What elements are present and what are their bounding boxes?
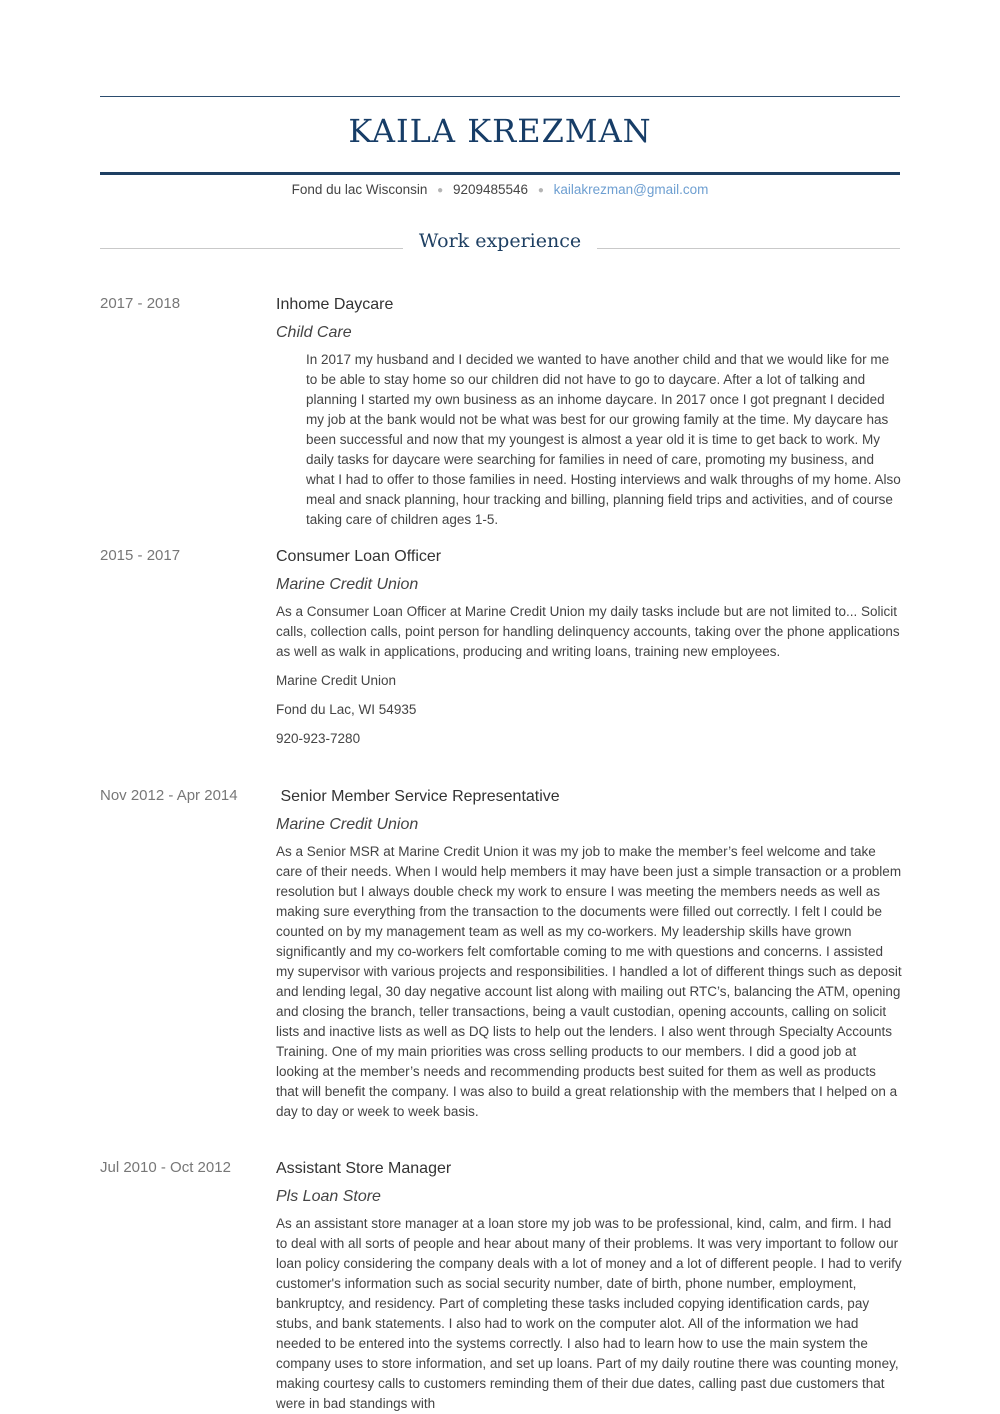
job-role: Consumer Loan Officer — [276, 548, 442, 565]
job-description — [276, 1214, 902, 1414]
section-title: Work experience — [418, 230, 582, 252]
contact-line — [100, 182, 900, 197]
job-body — [276, 1159, 902, 1414]
job-description — [276, 350, 902, 530]
job-dates: Jul 2010 - Oct 2012 — [100, 1159, 231, 1176]
employer-address: Fond du Lac, WI 54935 — [276, 702, 417, 717]
job-role: Senior Member Service Representative — [276, 788, 560, 805]
header-bottom-rule — [100, 172, 900, 175]
job-dates: Nov 2012 - Apr 2014 — [100, 787, 238, 804]
job-company: Marine Credit Union — [276, 816, 419, 833]
job-description-text: In 2017 my husband and I decided we wanted to have another child and that we would like for me to be able to stay home so our children did not have to go to daycare. After a lot of talking and planning I started my own business as an inhome daycare. In 2017 once I got pregnant I decided my job at the bank would not be what was best for our growing family at the time. My daycare has been successful and now that my youngest is almost a year old it is time to get back to work. My daily tasks for daycare were searching for families in need of care, promoting my business, and what I had to offer to those families in need. Hosting interviews and walk throughs of my home. Also meal and snack planning, hour tracking and billing, planning field trips and activities, and of course taking care of children ages 1-5. — [306, 352, 901, 527]
job-role: Assistant Store Manager — [276, 1160, 452, 1177]
section-divider-right — [597, 248, 900, 249]
job-body — [276, 295, 902, 530]
candidate-name: KAILA KREZMAN — [348, 112, 652, 150]
job-company: Pls Loan Store — [276, 1188, 381, 1205]
job-body — [276, 787, 902, 1122]
phone-text: 9209485546 — [452, 182, 529, 197]
employer-phone: 920-923-7280 — [276, 731, 361, 746]
job-description-text: As a Senior MSR at Marine Credit Union it was my job to make the member’s feel welcome and take care of their needs. When I would help members it may have been just a simple transaction or a problem resolution but I always double check my work to ensure I was meeting the members needs as well as making sure everything from the transaction to the documents were filled out correctly. I felt I could be counted on by my management team as well as my co-workers. My leadership skills have grown significantly and my co-workers felt comfortable coming to me with questions and concerns. I assisted my supervisor with various projects and responsibilities. I handled a lot of different things such as deposit and lending legal, 30 day negative account list along with mailing out RTC’s, balancing the ATM, opening and closing the branch, teller transactions, being a vault custodian, opening accounts, calling on solicit lists and inactive lists as well as DQ lists to help out the lenders. I also went through Specialty Accounts Training. One of my main priorities was cross selling products to our members. I did a good job at looking at the member’s needs and recommending products best suited for them as well as products that will benefit the company. I was also to build a great relationship with the members that I helped on a day to day or week to week basis. — [276, 844, 902, 1119]
job-role: Inhome Daycare — [276, 296, 394, 313]
job-description — [276, 842, 902, 1122]
job-description-text: As an assistant store manager at a loan store my job was to be professional, kind, calm, and firm. I had to deal with all sorts of people and hear about many of their problems. It was very important to follow our loan policy considering the company deals with a lot of money and a lot of different people. I had to verify customer's information such as social security number, date of birth, phone number, employment, bankruptcy, and residency. Part of completing these tasks included copying identification cards, pay stubs, and bank statements. I also had to work on the computer alot. All of the information we had needed to be entered into the systems correctly. I also had to learn how to use the main system the company uses to store information, and set up loans. Part of my daily routine there was counting money, making courtesy calls to customers reminding them of their due dates, calling past due customers that were in bad standings with — [276, 1216, 902, 1411]
job-dates: 2015 - 2017 — [100, 547, 181, 564]
header-top-rule — [100, 96, 900, 97]
location-text: Fond du lac Wisconsin — [291, 182, 428, 197]
job-company: Child Care — [276, 324, 352, 341]
job-body — [276, 547, 902, 749]
work-experience-section-header — [100, 230, 900, 260]
separator-dot-icon: ● — [537, 184, 544, 196]
job-description — [276, 602, 902, 662]
email-link[interactable]: kailakrezman@gmail.com — [553, 182, 709, 197]
section-divider-left — [100, 248, 403, 249]
separator-dot-icon: ● — [437, 184, 444, 196]
job-description-text: As a Consumer Loan Officer at Marine Credit Union my daily tasks include but are not limited to... Solicit calls, collection calls, point person for handling delinquency accounts, taking over the phone applications as well as walk in applications, producing and writing loans, training new employees. — [276, 604, 900, 659]
job-company: Marine Credit Union — [276, 576, 419, 593]
employer-name: Marine Credit Union — [276, 673, 397, 688]
job-dates: 2017 - 2018 — [100, 295, 181, 312]
